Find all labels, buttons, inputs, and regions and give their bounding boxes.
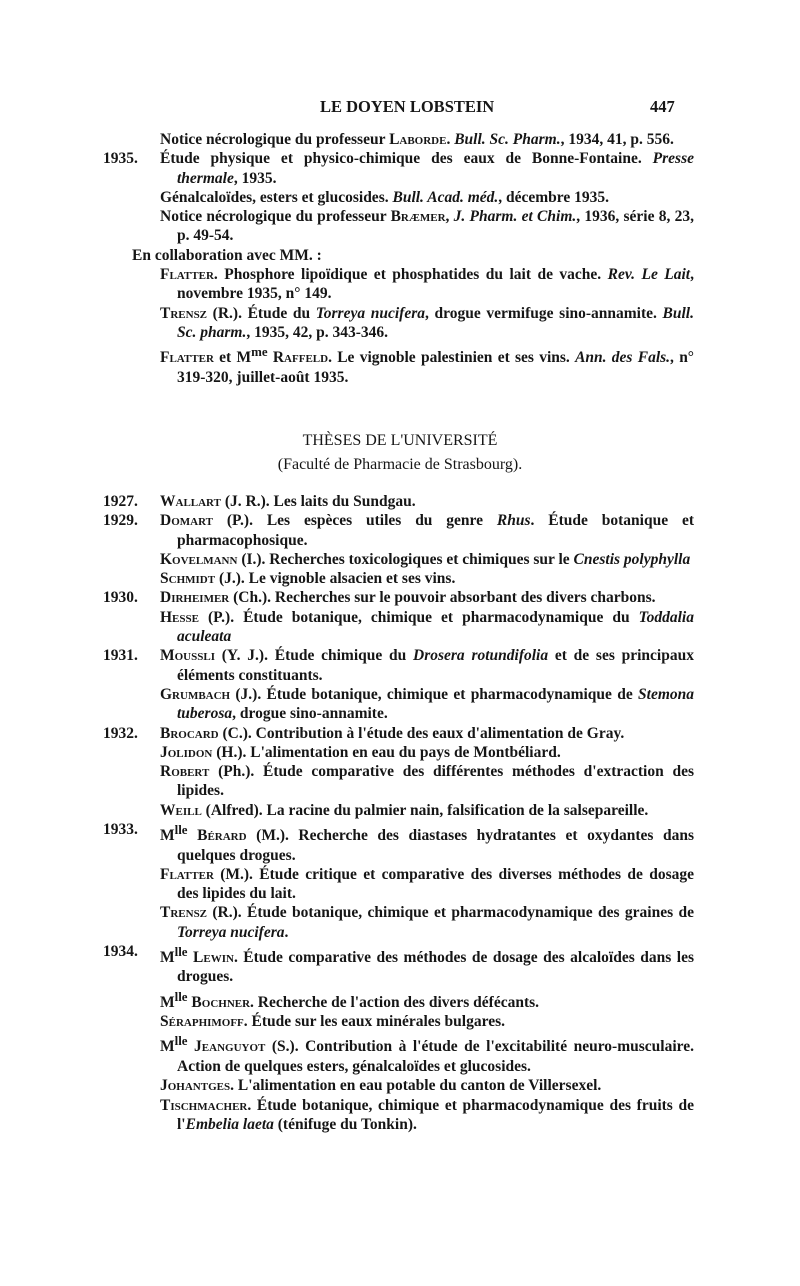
publications-list: [0, 130, 800, 387]
year-label: 1927.: [103, 493, 138, 510]
entry-notice-braemer: Notice nécrologique du professeur Bræmer, J. Pharm. et Chim., 1936, série 8, 23, p. 49-54.: [160, 208, 694, 245]
thesis-trensz: Trensz (R.). Étude botanique, chimique et pharmacodynamique des graines de Torreya nucifera.: [160, 904, 694, 941]
year-label: 1934.: [103, 942, 138, 960]
thesis-bochner: $M^{lle}$ Bochner. Recherche de l'action des divers défécants.: [160, 988, 540, 1011]
year-label: 1932.: [103, 724, 138, 742]
thesis-weill: Weill (Alfred). La racine du palmier nain, falsification de la salsepareille.: [160, 801, 649, 819]
year-label: 1935.: [103, 150, 138, 168]
year-label: 1930.: [103, 589, 138, 607]
thesis-1927-wallart: 1927. Wallart (J. R.). Les laits du Sundgau.: [103, 493, 416, 510]
theses-list: [0, 492, 800, 1134]
year-label: 1933.: [103, 821, 138, 839]
thesis-1934-lewin: 1934. $M^{lle}$ Lewin. Étude comparative des méthodes de dosage des alcaloïdes dans les drogues.: [103, 942, 694, 986]
thesis-1932-brocard: 1932. Brocard (C.). Contribution à l'étude des eaux d'alimentation de Gray.: [103, 724, 625, 742]
thesis-hesse: Hesse (P.). Étude botanique, chimique et pharmacodynamique du Toddalia aculeata: [160, 608, 694, 646]
running-header: [0, 97, 800, 121]
entry-collab-flatter: Flatter. Phosphore lipoïdique et phosphatides du lait de vache. Rev. Le Lait, novembre 1935, n° 149.: [160, 266, 694, 303]
running-title: LE DOYEN LOBSTEIN: [320, 97, 495, 116]
year-label: 1931.: [103, 647, 138, 665]
thesis-kovelmann: Kovelmann (I.). Recherches toxicologiques et chimiques sur le Cnestis polyphylla: [160, 550, 691, 568]
thesis-1933-berard: 1933. $M^{lle}$ Bérard (M.). Recherche des diastases hydratantes et oxydantes dans quelques drogues.: [103, 821, 694, 864]
thesis-grumbach: Grumbach (J.). Étude botanique, chimique et pharmacodynamique de Stemona tuberosa, drogue sino-annamite.: [160, 685, 694, 723]
thesis-flatter: Flatter (M.). Étude critique et comparative des diverses méthodes de dosage des lipides du lait.: [160, 865, 694, 903]
section-title: THÈSES DE L'UNIVERSITÉ: [302, 432, 498, 449]
thesis-johantges: Johantges. L'alimentation en eau potable du canton de Villersexel.: [160, 1077, 602, 1095]
entry-1935-bonne-fontaine: 1935. Étude physique et physico-chimique des eaux de Bonne-Fontaine. Presse thermale, 1935.: [103, 150, 694, 187]
thesis-seraphimoff: Séraphimoff. Étude sur les eaux minérales bulgares.: [160, 1013, 505, 1031]
entry-collab-trensz: Trensz (R.). Étude du Torreya nucifera, drogue vermifuge sino-annamite. Bull. Sc. pharm., 1935, 42, p. 343-346.: [160, 304, 694, 341]
page-number: 447: [650, 97, 675, 116]
entry-collab-flatter-raffeld: Flatter et $M^{me}$ Raffeld. Le vignoble palestinien et ses vins. Ann. des Fals., n° 319-320, juillet-août 1935.: [160, 344, 695, 386]
thesis-schmidt: Schmidt (J.). Le vignoble alsacien et ses vins.: [160, 570, 456, 588]
thesis-1929-domart: 1929. Domart (P.). Les espèces utiles du genre Rhus. Étude botanique et pharmacophosique.: [103, 512, 694, 549]
thesis-jolidon: Jolidon (H.). L'alimentation en eau du pays de Montbéliard.: [160, 743, 561, 761]
thesis-tischmacher: Tischmacher. Étude botanique, chimique et pharmacodynamique des fruits de l'Embelia laeta (ténifuge du Tonkin).: [160, 1096, 694, 1133]
section-subtitle: (Faculté de Pharmacie de Strasbourg).: [277, 456, 523, 473]
thesis-1930-dirheimer: 1930. Dirheimer (Ch.). Recherches sur le pouvoir absorbant des divers charbons.: [103, 589, 656, 607]
year-label: 1929.: [103, 512, 138, 530]
collaboration-heading: En collaboration avec MM. :: [132, 246, 322, 264]
thesis-jeanguyot: $M^{lle}$ Jeanguyot (S.). Contribution à l'étude de l'excitabilité neuro-musculaire. Action de quelques esters, génalcaloïdes et glucosides.: [160, 1033, 694, 1075]
entry-notice-laborde: Notice nécrologique du professeur Laborde. Bull. Sc. Pharm., 1934, 41, p. 556.: [160, 131, 674, 148]
entry-genalcaloides: Génalcaloïdes, esters et glucosides. Bull. Acad. méd., décembre 1935.: [160, 188, 610, 206]
thesis-1931-moussli: 1931. Moussli (Y. J.). Étude chimique du Drosera rotundifolia et de ses principaux éléments constituants.: [103, 647, 694, 684]
thesis-robert: Robert (Ph.). Étude comparative des différentes méthodes d'extraction des lipides.: [160, 763, 694, 800]
